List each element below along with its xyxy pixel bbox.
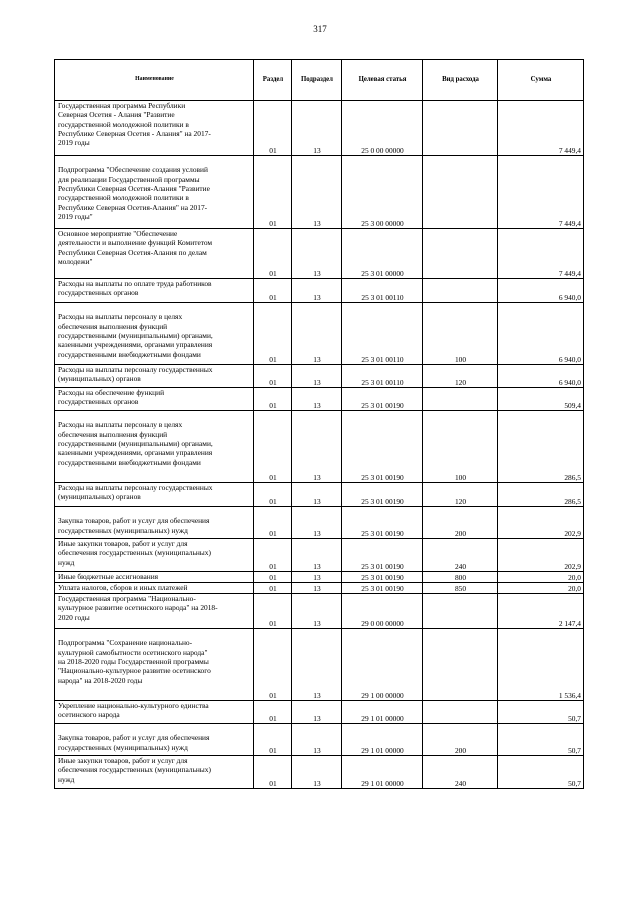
- row-target-item-cell: 25 3 01 00190: [342, 572, 423, 583]
- table-row: [55, 229, 584, 279]
- row-section-cell: 01: [254, 101, 292, 156]
- row-sum-cell: 7 449,4: [498, 156, 584, 229]
- row-sum-cell: 286,5: [498, 411, 584, 483]
- row-name-cell: Подпрограмма "Обеспечение создания условий для реализации Государственной программы Республики Северная Осетия-Алания "Развитие государственной молодежной политики в Республике Северная Осетия-Алания" на 2017- 2019 годы": [55, 156, 254, 229]
- row-sum-cell: 20,0: [498, 572, 584, 583]
- row-subsection-cell: 13: [292, 156, 342, 229]
- row-expense-type-cell: [423, 279, 498, 303]
- row-expense-type-cell: [423, 388, 498, 411]
- row-section-cell: 01: [254, 756, 292, 789]
- row-target-item-cell: 25 3 01 00190: [342, 388, 423, 411]
- row-target-item-cell: 29 1 01 00000: [342, 756, 423, 789]
- row-sum-cell: 202,9: [498, 507, 584, 539]
- header-name: Наименование: [55, 60, 254, 101]
- row-expense-type-cell: 240: [423, 756, 498, 789]
- row-expense-type-cell: [423, 594, 498, 629]
- row-subsection-cell: 13: [292, 572, 342, 583]
- table-row: [55, 483, 584, 507]
- row-expense-type-cell: [423, 156, 498, 229]
- row-section-cell: 01: [254, 594, 292, 629]
- row-name-cell: Расходы на выплаты персоналу государственных (муниципальных) органов: [55, 483, 254, 507]
- row-subsection-cell: 13: [292, 411, 342, 483]
- row-target-item-cell: 25 3 01 00190: [342, 507, 423, 539]
- row-section-cell: 01: [254, 629, 292, 701]
- table-row: [55, 583, 584, 594]
- table-row: [55, 303, 584, 365]
- row-sum-cell: 50,7: [498, 756, 584, 789]
- row-expense-type-cell: [423, 701, 498, 724]
- row-section-cell: 01: [254, 388, 292, 411]
- row-sum-cell: 286,5: [498, 483, 584, 507]
- table-row: [55, 101, 584, 156]
- row-sum-cell: 509,4: [498, 388, 584, 411]
- row-expense-type-cell: 100: [423, 303, 498, 365]
- row-subsection-cell: 13: [292, 701, 342, 724]
- table-row: [55, 756, 584, 789]
- row-name-cell: Иные закупки товаров, работ и услуг для обеспечения государственных (муниципальных) нужд: [55, 539, 254, 572]
- row-name-cell: Укрепление национально-культурного единства осетинского народа: [55, 701, 254, 724]
- row-section-cell: 01: [254, 539, 292, 572]
- row-section-cell: 01: [254, 572, 292, 583]
- row-target-item-cell: 25 0 00 00000: [342, 101, 423, 156]
- row-sum-cell: 6 940,0: [498, 303, 584, 365]
- table-row: [55, 724, 584, 756]
- row-expense-type-cell: 100: [423, 411, 498, 483]
- table-header-row: [55, 60, 584, 101]
- row-name-cell: Государственная программа "Национально- культурное развитие осетинского народа" на 2018- 2020 годы: [55, 594, 254, 629]
- row-expense-type-cell: [423, 229, 498, 279]
- table-row: [55, 539, 584, 572]
- row-section-cell: 01: [254, 303, 292, 365]
- header-expense-type: Вид расхода: [423, 60, 498, 101]
- row-sum-cell: 7 449,4: [498, 229, 584, 279]
- row-sum-cell: 2 147,4: [498, 594, 584, 629]
- row-subsection-cell: 13: [292, 388, 342, 411]
- row-expense-type-cell: 240: [423, 539, 498, 572]
- row-section-cell: 01: [254, 483, 292, 507]
- budget-table: [54, 59, 584, 789]
- table-row: [55, 156, 584, 229]
- table-row: [55, 388, 584, 411]
- row-sum-cell: 20,0: [498, 583, 584, 594]
- row-name-cell: Расходы на выплаты персоналу государственных (муниципальных) органов: [55, 365, 254, 388]
- row-section-cell: 01: [254, 229, 292, 279]
- header-target-item: Целевая статья: [342, 60, 423, 101]
- row-section-cell: 01: [254, 156, 292, 229]
- table-row: [55, 629, 584, 701]
- row-name-cell: Расходы на обеспечение функций государственных органов: [55, 388, 254, 411]
- row-name-cell: Государственная программа Республики Северная Осетия - Алания "Развитие государственной молодежной политики в Республике Северная Осетия - Алания" на 2017- 2019 годы: [55, 101, 254, 156]
- row-target-item-cell: 25 3 01 00110: [342, 303, 423, 365]
- row-subsection-cell: 13: [292, 303, 342, 365]
- row-target-item-cell: 25 3 01 00190: [342, 539, 423, 572]
- row-target-item-cell: 25 3 01 00110: [342, 279, 423, 303]
- row-expense-type-cell: 120: [423, 483, 498, 507]
- row-expense-type-cell: [423, 629, 498, 701]
- page-number: 317: [313, 24, 327, 34]
- row-subsection-cell: 13: [292, 583, 342, 594]
- row-target-item-cell: 25 3 01 00190: [342, 583, 423, 594]
- row-subsection-cell: 13: [292, 229, 342, 279]
- row-sum-cell: 50,7: [498, 701, 584, 724]
- row-name-cell: Расходы на выплаты по оплате труда работников государственных органов: [55, 279, 254, 303]
- row-subsection-cell: 13: [292, 594, 342, 629]
- row-name-cell: Расходы на выплаты персоналу в целях обеспечения выполнения функций государственными (муниципальными) органами, казенными учреждениями, органами управления государственными внебюджетными фондами: [55, 303, 254, 365]
- table-row: [55, 411, 584, 483]
- table-body: [55, 101, 584, 789]
- row-expense-type-cell: 200: [423, 507, 498, 539]
- table-row: [55, 701, 584, 724]
- table-row: [55, 507, 584, 539]
- row-target-item-cell: 25 3 01 00190: [342, 411, 423, 483]
- table-row: [55, 365, 584, 388]
- row-target-item-cell: 29 0 00 00000: [342, 594, 423, 629]
- row-target-item-cell: 29 1 00 00000: [342, 629, 423, 701]
- table-row: [55, 594, 584, 629]
- row-target-item-cell: 29 1 01 00000: [342, 724, 423, 756]
- row-sum-cell: 50,7: [498, 724, 584, 756]
- row-section-cell: 01: [254, 507, 292, 539]
- row-subsection-cell: 13: [292, 365, 342, 388]
- row-subsection-cell: 13: [292, 507, 342, 539]
- row-target-item-cell: 25 3 00 00000: [342, 156, 423, 229]
- row-subsection-cell: 13: [292, 483, 342, 507]
- row-section-cell: 01: [254, 701, 292, 724]
- row-target-item-cell: 25 3 01 00000: [342, 229, 423, 279]
- row-name-cell: Закупка товаров, работ и услуг для обеспечения государственных (муниципальных) нужд: [55, 724, 254, 756]
- row-target-item-cell: 25 3 01 00110: [342, 365, 423, 388]
- row-expense-type-cell: 800: [423, 572, 498, 583]
- table-row: [55, 572, 584, 583]
- row-section-cell: 01: [254, 724, 292, 756]
- row-name-cell: Закупка товаров, работ и услуг для обеспечения государственных (муниципальных) нужд: [55, 507, 254, 539]
- row-sum-cell: 1 536,4: [498, 629, 584, 701]
- row-expense-type-cell: 200: [423, 724, 498, 756]
- row-subsection-cell: 13: [292, 101, 342, 156]
- row-expense-type-cell: 850: [423, 583, 498, 594]
- row-sum-cell: 6 940,0: [498, 279, 584, 303]
- row-name-cell: Подпрограмма "Сохранение национально- культурной самобытности осетинского народа" на 2018-2020 годы Государственной программы "Национально-культурное развитие осетинского народа" на 2018-2020 годы: [55, 629, 254, 701]
- row-sum-cell: 6 940,0: [498, 365, 584, 388]
- header-section: Раздел: [254, 60, 292, 101]
- row-name-cell: Иные закупки товаров, работ и услуг для обеспечения государственных (муниципальных) нужд: [55, 756, 254, 789]
- row-name-cell: Иные бюджетные ассигнования: [55, 572, 254, 583]
- row-target-item-cell: 25 3 01 00190: [342, 483, 423, 507]
- row-section-cell: 01: [254, 279, 292, 303]
- row-subsection-cell: 13: [292, 539, 342, 572]
- row-expense-type-cell: 120: [423, 365, 498, 388]
- row-sum-cell: 202,9: [498, 539, 584, 572]
- row-name-cell: Уплата налогов, сборов и иных платежей: [55, 583, 254, 594]
- header-sum: Сумма: [498, 60, 584, 101]
- row-expense-type-cell: [423, 101, 498, 156]
- row-name-cell: Основное мероприятие "Обеспечение деятельности и выполнение функций Комитетом Республики Северная Осетия-Алания по делам молодежи": [55, 229, 254, 279]
- row-name-cell: Расходы на выплаты персоналу в целях обеспечения выполнения функций государственными (муниципальными) органами, казенными учреждениями, органами управления государственными внебюджетными фондами: [55, 411, 254, 483]
- row-target-item-cell: 29 1 01 00000: [342, 701, 423, 724]
- table-row: [55, 279, 584, 303]
- row-sum-cell: 7 449,4: [498, 101, 584, 156]
- row-subsection-cell: 13: [292, 756, 342, 789]
- header-subsection: Подраздел: [292, 60, 342, 101]
- row-section-cell: 01: [254, 411, 292, 483]
- row-section-cell: 01: [254, 365, 292, 388]
- row-subsection-cell: 13: [292, 279, 342, 303]
- row-subsection-cell: 13: [292, 724, 342, 756]
- row-section-cell: 01: [254, 583, 292, 594]
- row-subsection-cell: 13: [292, 629, 342, 701]
